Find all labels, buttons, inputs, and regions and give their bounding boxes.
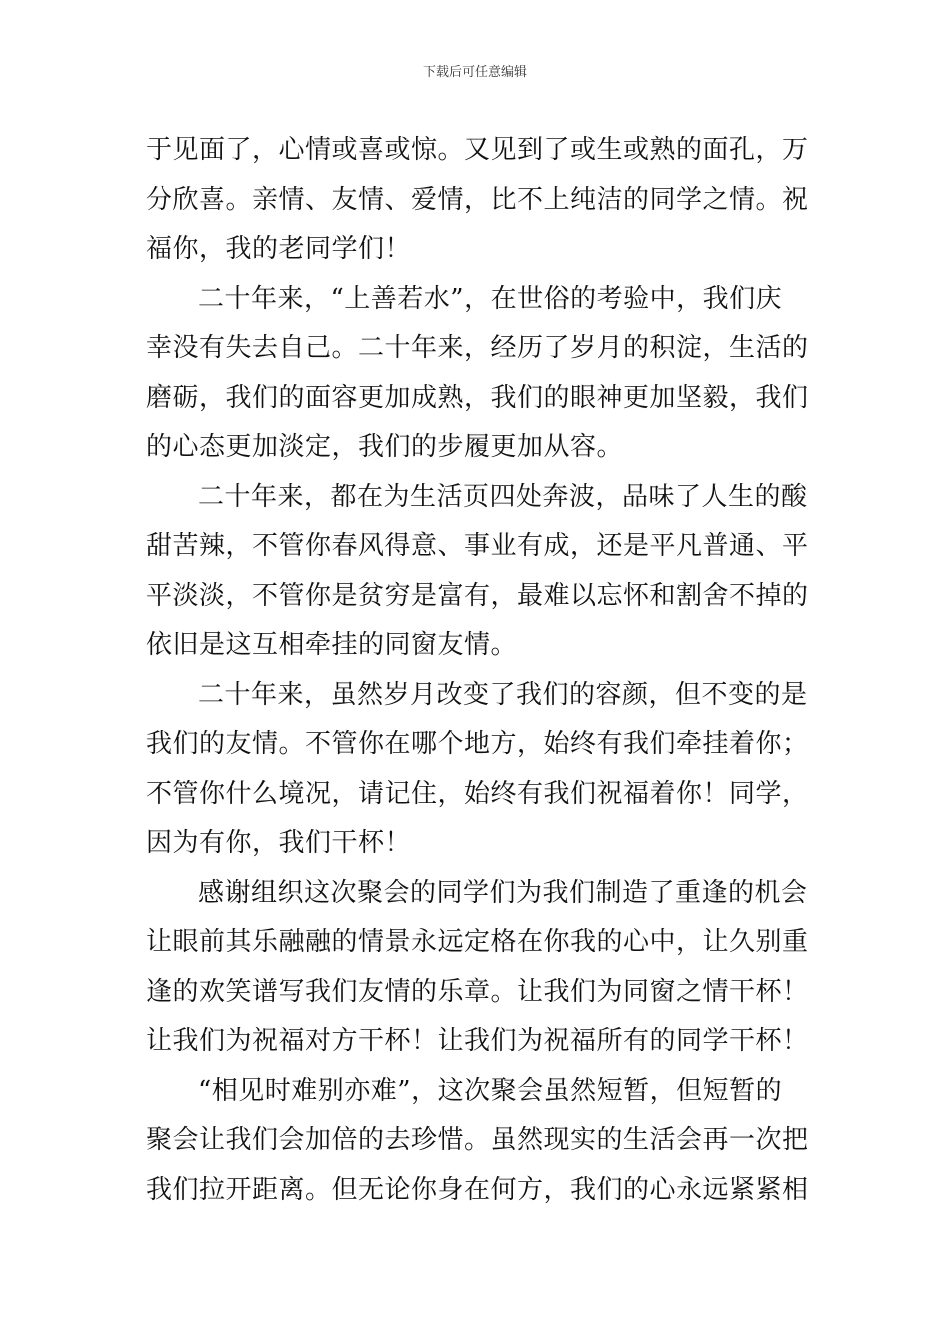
document-body: [146, 126, 809, 1215]
paragraph-first-line: 二十年来，虽然岁月改变了我们的容颜，但不变的是: [198, 679, 808, 710]
text-line: 磨砺，我们的面容更加成熟，我们的眼神更加坚毅，我们: [146, 382, 809, 413]
text-line: 因为有你，我们干杯！: [146, 828, 412, 858]
text-line: 我们的友情。不管你在哪个地方，始终有我们牵挂着你；: [146, 729, 809, 759]
text-line: 的心态更加淡定，我们的步履更加从容。: [146, 432, 624, 462]
page-header: 下载后可任意编辑: [422, 65, 527, 80]
paragraph-first-line: 感谢组织这次聚会的同学们为我们制造了重逢的机会: [198, 877, 808, 908]
text-line: 依旧是这互相牵挂的同窗友情。: [146, 630, 518, 660]
text-line: 于见面了，心情或喜或惊。又见到了或生或熟的面孔，万: [146, 135, 809, 165]
text-line: 不管你什么境况，请记住，始终有我们祝福着你！同学，: [146, 778, 809, 809]
text-line: 聚会让我们会加倍的去珍惜。虽然现实的生活会再一次把: [146, 1125, 809, 1155]
text-line: 福你，我的老同学们！: [146, 234, 412, 264]
text-line: 分欣喜。亲情、友情、爱情，比不上纯洁的同学之情。祝: [146, 184, 809, 215]
paragraph-first-line: “相见时难别亦难”，这次聚会虽然短暂，但短暂的: [198, 1075, 783, 1106]
text-line: 我们拉开距离。但无论你身在何方，我们的心永远紧紧相: [146, 1174, 809, 1205]
text-line: 让我们为祝福对方干杯！让我们为祝福所有的同学干杯！: [146, 1026, 809, 1056]
paragraph-first-line: 二十年来，“上善若水”，在世俗的考验中，我们庆: [198, 283, 783, 314]
text-line: 平淡淡，不管你是贫穷是富有，最难以忘怀和割舍不掉的: [146, 580, 809, 611]
text-line: 幸没有失去自己。二十年来，经历了岁月的积淀，生活的: [146, 333, 809, 363]
text-line: 逢的欢笑谱写我们友情的乐章。让我们为同窗之情干杯！: [146, 976, 809, 1007]
text-line: 甜苦辣，不管你春风得意、事业有成，还是平凡普通、平: [146, 531, 809, 561]
text-line: 让眼前其乐融融的情景永远定格在你我的心中，让久别重: [146, 927, 809, 957]
paragraph-first-line: 二十年来，都在为生活页四处奔波，品味了人生的酸: [198, 481, 808, 512]
